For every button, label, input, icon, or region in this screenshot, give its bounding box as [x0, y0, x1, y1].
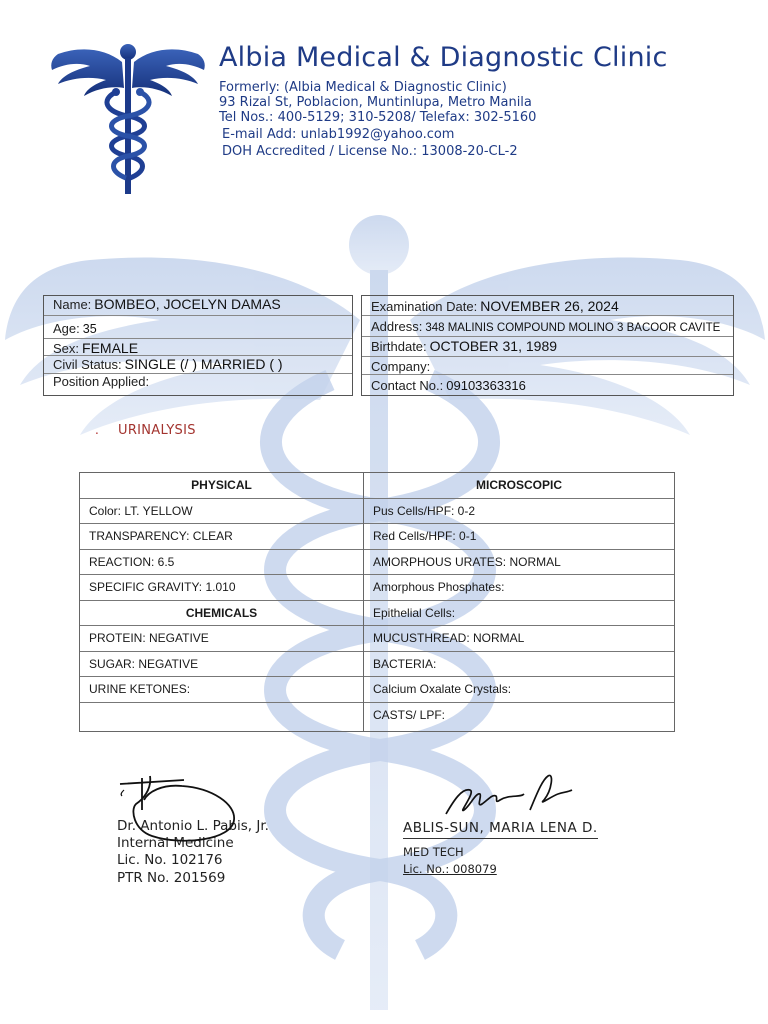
address-label: Address: — [371, 319, 423, 334]
exam-date-row — [362, 296, 733, 316]
physician-license: Lic. No. 102176 — [117, 852, 223, 868]
microscopic-result: Pus Cells/HPF: 0-2 — [364, 499, 674, 525]
physical-chemicals-column — [80, 473, 364, 731]
clinic-name: Albia Medical & Diagnostic Clinic — [219, 42, 668, 73]
physical-header: PHYSICAL — [80, 473, 363, 499]
birthdate-label: Birthdate: — [371, 339, 427, 354]
name-row — [44, 296, 352, 316]
medtech-license: Lic. No.: 008079 — [403, 862, 497, 876]
patient-info-right — [361, 295, 734, 396]
address-row — [362, 316, 733, 337]
sex-row — [44, 339, 352, 356]
physical-result: Color: LT. YELLOW — [80, 499, 363, 525]
contact-row — [362, 375, 733, 396]
physical-result: TRANSPARENCY: CLEAR — [80, 524, 363, 550]
physician-specialty: Internal Medicine — [117, 835, 234, 851]
physician-ptr: PTR No. 201569 — [117, 870, 226, 886]
physical-result: SPECIFIC GRAVITY: 1.010 — [80, 575, 363, 601]
section-title-urinalysis: URINALYSIS — [118, 423, 196, 438]
medtech-title: MED TECH — [403, 845, 464, 859]
clinic-address: 93 Rizal St, Poblacion, Muntinlupa, Metro Manila — [219, 95, 532, 110]
microscopic-result: Amorphous Phosphates: — [364, 575, 674, 601]
position-row — [44, 374, 352, 396]
microscopic-result: Red Cells/HPF: 0-1 — [364, 524, 674, 550]
civil-status-row — [44, 356, 352, 374]
patient-sex: FEMALE — [82, 340, 139, 356]
patient-address: 348 MALINIS COMPOUND MOLINO 3 BACOOR CAVITE — [425, 322, 721, 334]
age-row — [44, 316, 352, 339]
microscopic-column — [364, 473, 674, 731]
chemical-result — [80, 703, 363, 732]
clinic-phones: Tel Nos.: 400-5129; 310-5208/ Telefax: 302-5160 — [219, 110, 537, 125]
section-bullet: . — [95, 423, 99, 437]
physician-signature-icon — [112, 770, 242, 850]
microscopic-result: BACTERIA: — [364, 652, 674, 678]
birthdate: OCTOBER 31, 1989 — [429, 338, 558, 354]
civil-status-label: Civil Status: — [53, 357, 122, 372]
contact-number: 09103363316 — [446, 378, 526, 393]
microscopic-result: Calcium Oxalate Crystals: — [364, 677, 674, 703]
microscopic-result: MUCUSTHREAD: NORMAL — [364, 626, 674, 652]
clinic-email-line — [222, 127, 454, 142]
chemical-result: PROTEIN: NEGATIVE — [80, 626, 363, 652]
age-label: Age: — [53, 321, 80, 336]
company-label: Company: — [371, 359, 431, 374]
microscopic-result: AMORPHOUS URATES: NORMAL — [364, 550, 674, 576]
physical-result: REACTION: 6.5 — [80, 550, 363, 576]
chemicals-header: CHEMICALS — [80, 601, 363, 627]
sex-label: Sex: — [53, 341, 80, 356]
name-label: Name: — [53, 297, 92, 312]
clinic-formerly: Formerly: (Albia Medical & Diagnostic Clinic) — [219, 80, 507, 95]
exam-date-label: Examination Date: — [371, 299, 478, 314]
email-label: E-mail Add: — [222, 127, 297, 142]
contact-label: Contact No.: — [371, 378, 444, 393]
civil-status-value: SINGLE (/ ) MARRIED ( ) — [124, 356, 283, 372]
caduceus-logo-icon — [50, 40, 206, 196]
urinalysis-table — [79, 472, 675, 732]
company-row — [362, 357, 733, 375]
microscopic-result: CASTS/ LPF: — [373, 707, 446, 722]
patient-age: 35 — [82, 322, 97, 336]
microscopic-result: Epithelial Cells: — [364, 601, 674, 627]
medtech-signature-icon — [440, 770, 575, 822]
position-label: Position Applied: — [53, 374, 150, 389]
email-link[interactable]: unlab1992@yahoo.com — [300, 127, 455, 142]
microscopic-header: MICROSCOPIC — [364, 473, 674, 499]
chemical-result: SUGAR: NEGATIVE — [80, 652, 363, 678]
medtech-name: ABLIS-SUN, MARIA LENA D. — [403, 820, 598, 839]
exam-date: NOVEMBER 26, 2024 — [480, 298, 619, 314]
patient-name: BOMBEO, JOCELYN DAMAS — [94, 296, 281, 312]
physician-name: Dr. Antonio L. Pabis, Jr. — [117, 818, 269, 834]
birthdate-row — [362, 337, 733, 357]
patient-info-left — [43, 295, 353, 396]
chemical-result: URINE KETONES: — [80, 677, 363, 703]
clinic-doh-license: DOH Accredited / License No.: 13008-20-CL-2 — [222, 144, 518, 159]
